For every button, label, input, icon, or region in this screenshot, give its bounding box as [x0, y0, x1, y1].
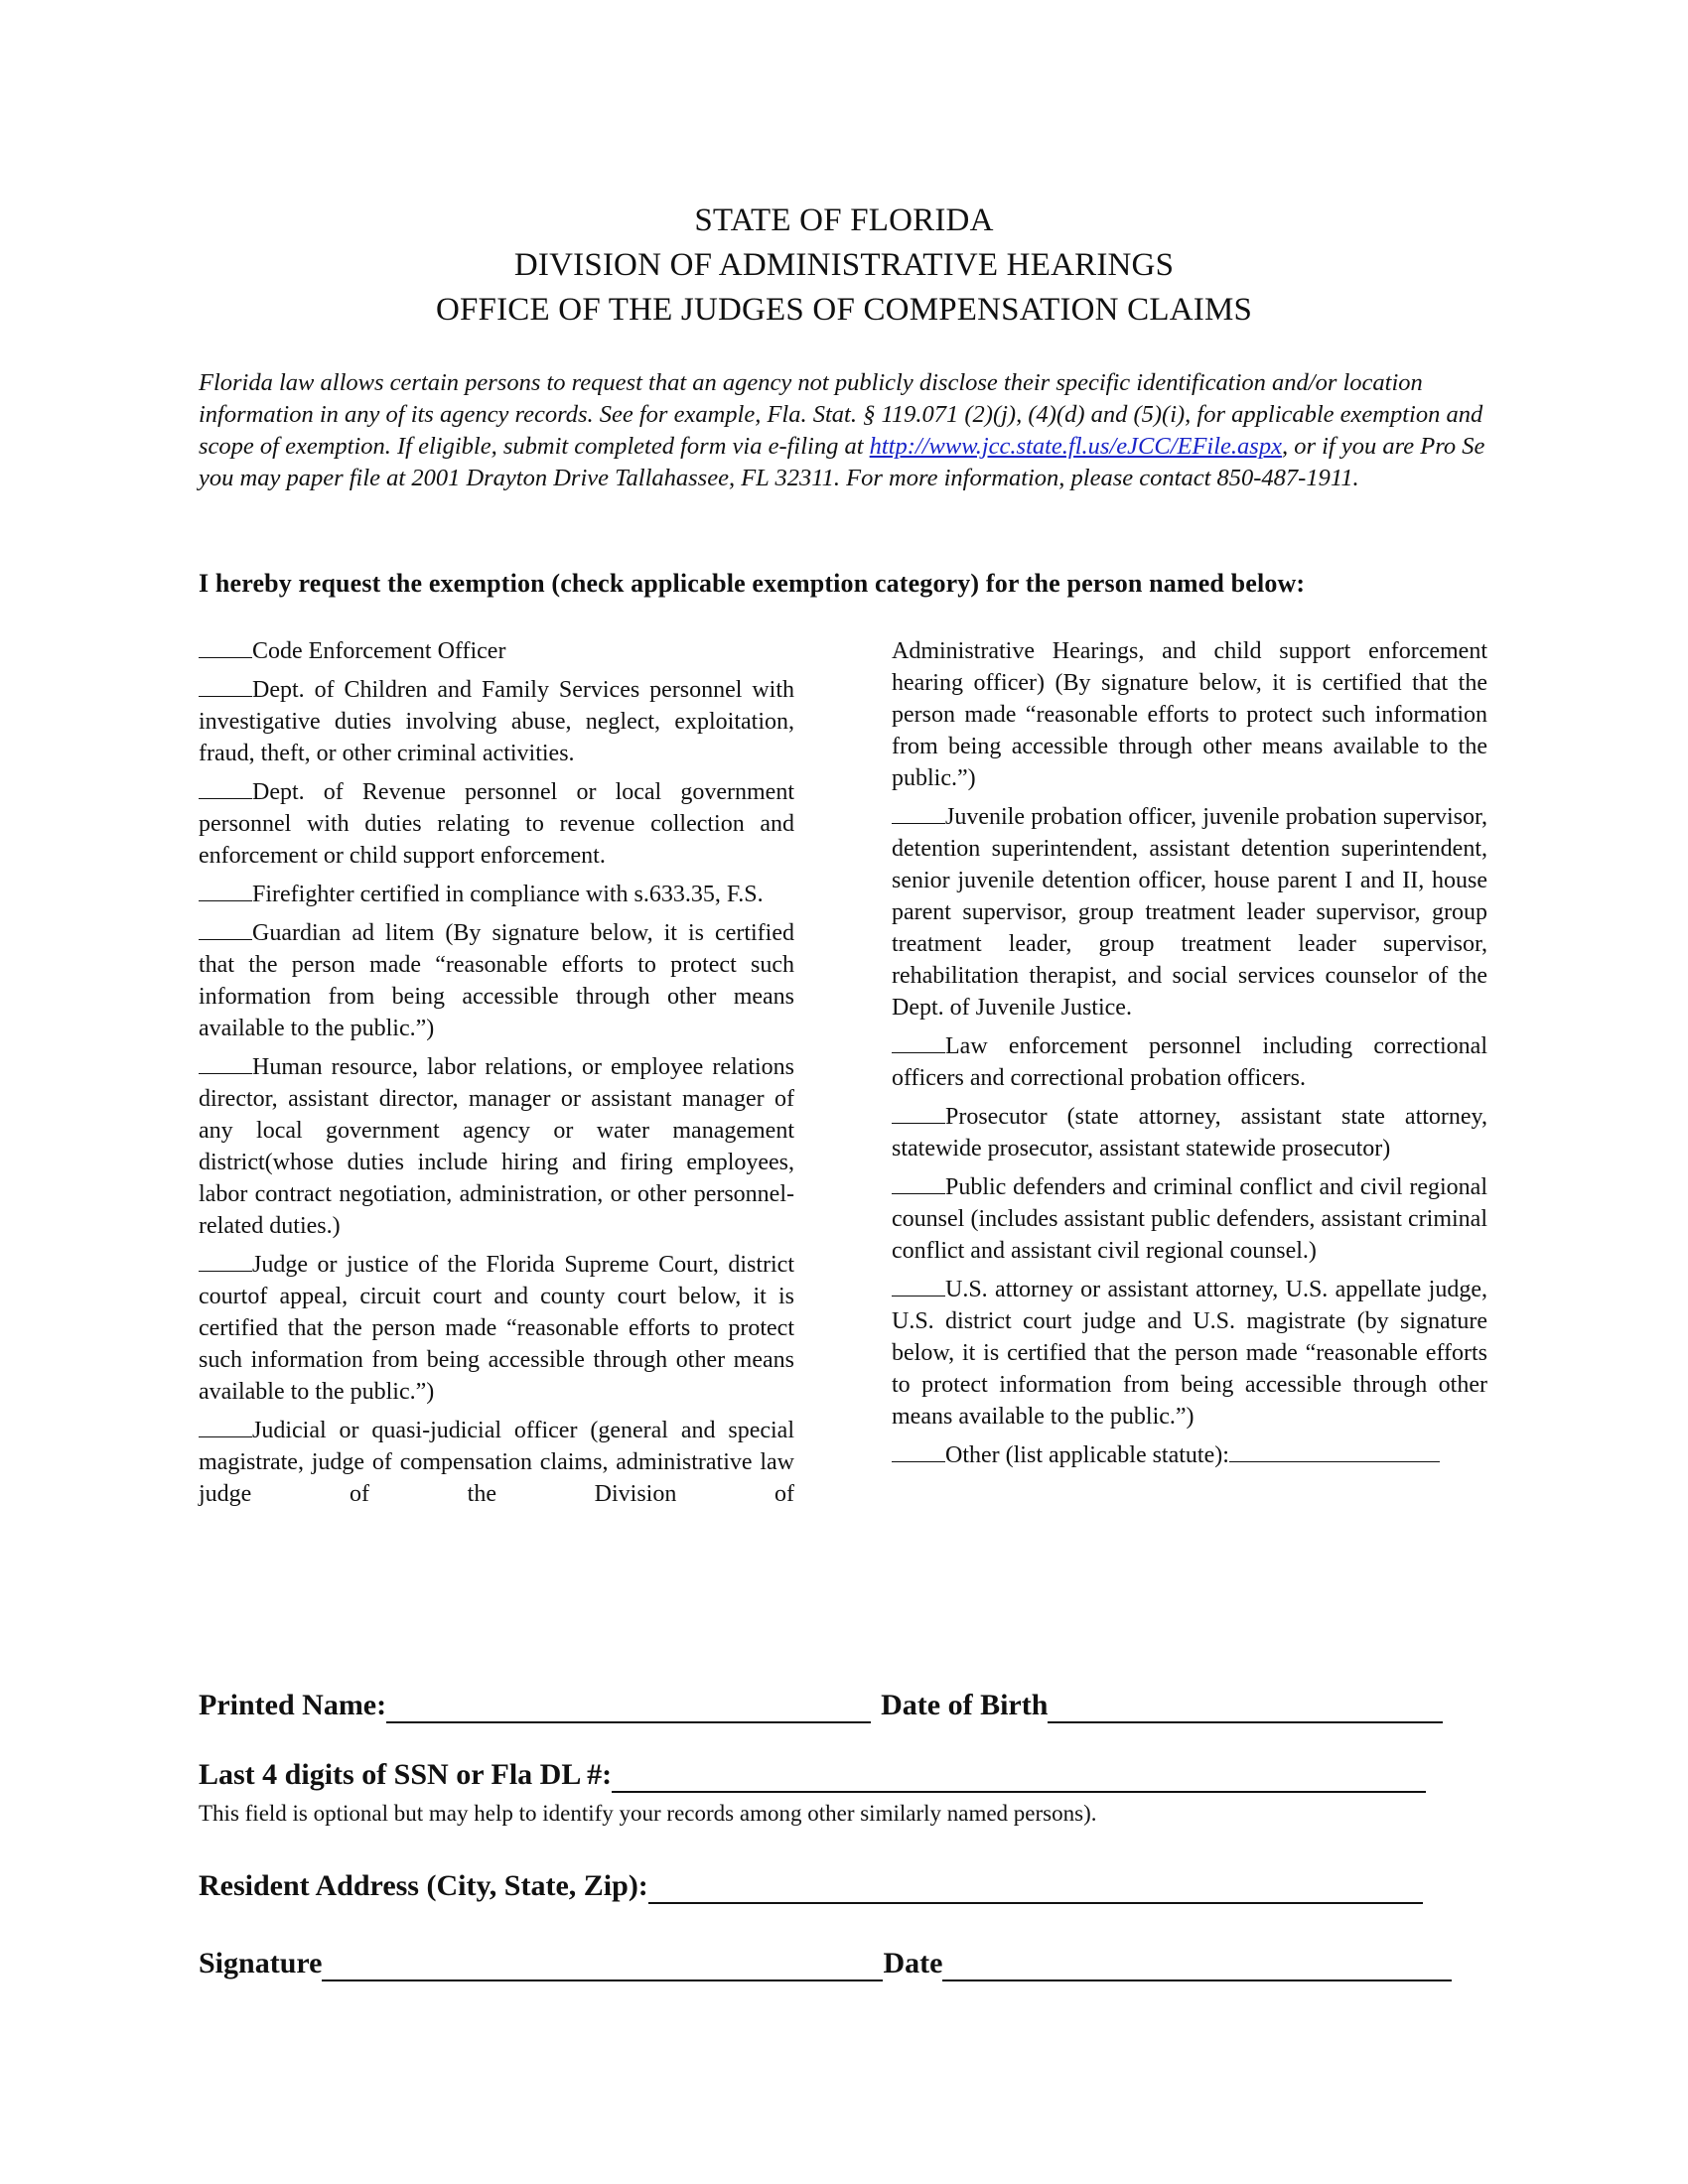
checkbox-blank[interactable]: [199, 1417, 252, 1437]
other-statute-field[interactable]: [1229, 1441, 1440, 1462]
ssn-optional-note: This field is optional but may help to identify your records among other similarly named persons).: [199, 1801, 1097, 1826]
intro-text: Florida law allows certain persons to request that an agency not publicly disclose their specific identification and/or location information in any of its agency records. See for example, Fla. Stat. § 119.071 (2)(j), (4)(d) and (5)(i), for applicable exemption and scope of exemption. If eligible, submit completed form via e-filing at: [199, 369, 1483, 460]
signature-label: Signature: [199, 1947, 323, 1979]
checkbox-blank[interactable]: [892, 1441, 945, 1462]
checkbox-blank[interactable]: [199, 778, 252, 799]
category-prosecutor: Prosecutor (state attorney, assistant state attorney, statewide prosecutor, assistant statewide prosecutor): [892, 1104, 1487, 1161]
category-other: Other (list applicable statute):: [892, 1439, 1487, 1471]
resident-address-label: Resident Address (City, State, Zip):: [199, 1869, 648, 1902]
checkbox-blank[interactable]: [892, 1103, 945, 1124]
intro-paragraph: [199, 367, 1489, 494]
category-dcf: Dept. of Children and Family Services personnel with investigative duties involving abuse, neglect, exploitation, fraud, theft, or other criminal activities.: [199, 677, 794, 766]
checkbox-blank[interactable]: [199, 1251, 252, 1272]
category-human-resource: Human resource, labor relations, or employee relations director, assistant director, manager or assistant manager of any local government agency or water management district(whose duties include hiring and firing employees, labor contract negotiation, administration, or other personnel-related duties.): [199, 1054, 794, 1239]
checkbox-blank[interactable]: [199, 1053, 252, 1074]
date-of-birth-label: Date of Birth: [881, 1689, 1049, 1721]
checkbox-blank[interactable]: [892, 1032, 945, 1053]
checkbox-blank[interactable]: [199, 919, 252, 940]
category-firefighter: Firefighter certified in compliance with s.633.35, F.S.: [199, 879, 794, 910]
exemption-column-left: [199, 635, 794, 1517]
checkbox-blank[interactable]: [199, 676, 252, 697]
request-heading: I hereby request the exemption (check applicable exemption category) for the person named below:: [199, 569, 1306, 598]
ssn-dl-field[interactable]: [612, 1763, 1426, 1793]
category-juvenile-probation: Juvenile probation officer, juvenile probation supervisor, detention superintendent, assistant detention superintendent, senior juvenile detention officer, house parent I and II, house parent supervisor, group treatment leader supervisor, group treatment leader, group treatment leader supervisor, rehabilitation therapist, and social services counselor of the Dept. of Juvenile Justice.: [892, 804, 1487, 1021]
header-state: STATE OF FLORIDA: [694, 203, 994, 238]
exemption-column-right: [892, 635, 1487, 1478]
category-us-attorney: U.S. attorney or assistant attorney, U.S. appellate judge, U.S. district court judge and U.S. magistrate (by signature below, it is certified that the person made “reasonable efforts to protect information from being accessible through other means available to the public.”): [892, 1277, 1487, 1430]
form-header: [0, 199, 1688, 333]
checkbox-blank[interactable]: [892, 1173, 945, 1194]
category-guardian-ad-litem: Guardian ad litem (By signature below, it is certified that the person made “reasonable efforts to protect such information from being accessible through other means available to the public.”): [199, 920, 794, 1041]
category-law-enforcement: Law enforcement personnel including correctional officers and correctional probation officers.: [892, 1033, 1487, 1091]
header-division: DIVISION OF ADMINISTRATIVE HEARINGS: [513, 247, 1175, 283]
ssn-dl-label: Last 4 digits of SSN or Fla DL #:: [199, 1758, 613, 1791]
category-public-defenders: Public defenders and criminal conflict and civil regional counsel (includes assistant public defenders, assistant criminal conflict and assistant civil regional counsel.): [892, 1174, 1487, 1264]
category-code-enforcement: Code Enforcement Officer: [199, 635, 794, 667]
signature-field[interactable]: [322, 1952, 883, 1981]
date-label: Date: [883, 1947, 943, 1979]
checkbox-blank[interactable]: [199, 637, 252, 658]
header-office: OFFICE OF THE JUDGES OF COMPENSATION CLAIMS: [435, 292, 1253, 328]
name-dob-row: [199, 1688, 1489, 1723]
category-revenue: Dept. of Revenue personnel or local government personnel with duties relating to revenue collection and enforcement or child support enforcement.: [199, 779, 794, 869]
printed-name-field[interactable]: [386, 1694, 871, 1723]
category-judicial-officer-continued: Administrative Hearings, and child support enforcement hearing officer) (By signature below, it is certified that the person made “reasonable efforts to protect such information from being accessible through other means available to the public.”): [892, 638, 1487, 791]
date-of-birth-field[interactable]: [1048, 1694, 1443, 1723]
category-judge: Judge or justice of the Florida Supreme Court, district courtof appeal, circuit court and county court below, it is certified that the person made “reasonable efforts to protect such information from being accessible through other means available to the public.”): [199, 1252, 794, 1405]
efile-link[interactable]: http://www.jcc.state.fl.us/eJCC/EFile.aspx: [869, 433, 1282, 460]
checkbox-blank[interactable]: [892, 1276, 945, 1297]
checkbox-blank[interactable]: [199, 881, 252, 901]
ssn-row: [199, 1757, 1489, 1793]
intro-text-continued: , or if you are Pro Se you may paper file at 2001 Drayton Drive Tallahassee, FL 32311. For more information, please contact 850-487-1911.: [199, 433, 1485, 491]
signature-fields: [199, 1688, 1489, 1981]
address-row: [199, 1868, 1489, 1904]
checkbox-blank[interactable]: [892, 803, 945, 824]
signature-date-row: [199, 1946, 1489, 1981]
printed-name-label: Printed Name:: [199, 1689, 387, 1721]
date-field[interactable]: [942, 1952, 1452, 1981]
resident-address-field[interactable]: [648, 1874, 1423, 1904]
category-judicial-officer: Judicial or quasi-judicial officer (general and special magistrate, judge of compensation claims, administrative law judge of the Division of: [199, 1418, 794, 1507]
